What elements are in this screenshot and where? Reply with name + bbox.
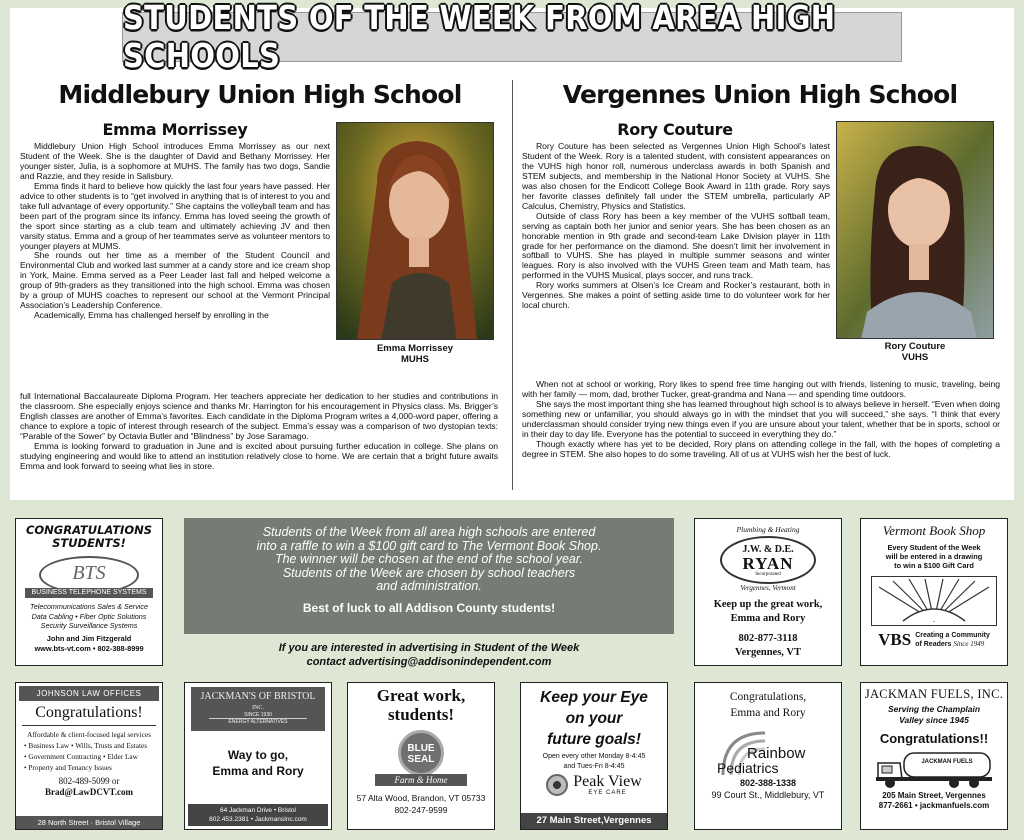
ryan-name2: RYAN (742, 554, 794, 573)
jackmans-logo-name: JACKMAN'S OF BRISTOL (200, 691, 316, 702)
jackman-fuels-tag: Serving the Champlain (887, 704, 981, 714)
paragraph: Rory works summers at Olsen’s Ice Cream and Rocker’s restaurant, both in Vergennes. She makes a point of setting aside time to do volunteer work for her local church. (522, 280, 830, 311)
jackmans-sub: ENERGY ALTERNATIVES (209, 718, 307, 726)
peak-view-hours: Open every other Monday 8-4:45 (542, 753, 646, 760)
rory-caption (836, 341, 994, 363)
paragraph: She says the most important thing she has learned throughout high school is to always believe in herself. “Even when doing something new or unfamiliar, you should always go in with the mindset that you will succeed,” she says. “I think that every underclassman should consider trying new things even if you are unsure about your talent, whether that be in sports, school or in their day to day life. Everyone has the potential to succeed in everything they do.” (522, 398, 1000, 439)
ad-line: Emma and Rory (730, 613, 806, 624)
ad-headline: future goals! (547, 731, 641, 748)
right-school-heading: Vergennes Union High School (562, 80, 958, 109)
johnson-tagline: Affordable & client-focused legal services (27, 730, 151, 739)
peak-view-logo: Peak View (573, 773, 642, 790)
ad-headline: Keep your Eye (540, 689, 648, 706)
paragraph: Outside of class Rory has been a key member of the VUHS softball team, serving as captain both her junior and senior years. She has been chosen as an honorable mention in 9th grade and second-team Lake Division player in 11th grade for her performance on the diamond. She doesn’t limit her involvement in softball to VUHS. She has played in multiple summer seasons and winter leagues. Rory is also involved with the VUHS Green team and Math team, has performed in the VUHS Musical, plays soccer, and runs track. (522, 210, 830, 281)
jackmans-bristol-ad (184, 682, 332, 830)
johnson-item: • Government Contracting • Elder Law (24, 752, 138, 761)
paragraph: Rory Couture has been selected as Vergennes Union High School’s latest Student of the Week. Rory is a talented student, with consistent appearances on the VUHS high honor roll, numerous underclass awards in both Spanish and STEM subjects, and membership in the National Honor Society at VUHS. She was also chosen for the Endicott College Book Award in 11th grade. Rory says her favorite classes definitely fall under the STEM umbrella, particularly AP Calculus, Chemistry, Physics and Statistics. (522, 141, 830, 211)
johnson-item: • Property and Tenancy Issues (24, 763, 112, 772)
ad-line: Emma and Rory (212, 764, 304, 778)
vbs-line: will be entered in a drawing (885, 552, 983, 561)
vbs-logo: VBS (878, 630, 912, 649)
ryan-arc-top: Plumbing & Heating (736, 525, 800, 534)
paragraph: Emma finds it hard to believe how quickly the last four years have passed. Her advice to other students is to “get involved in anything that is of interest to you and take full advantage of every opportunity.” She captains the volleyball team and has been part of the program since its infancy. Emma has loved seeing the growth of the sport since starting as a club team and ultimately achieving JV and then varsity status. Emma and a group of her teammates serve as volunteer mentors to younger players at MUMS. (20, 180, 330, 251)
ryan-arc-bottom: Vergennes, Vermont (740, 584, 796, 592)
blue-seal-address: 57 Alta Wood, Brandon, VT 05733 (356, 793, 486, 803)
rainbow-logo-name: Rainbow (747, 745, 806, 762)
rainbow-pediatrics-ad (694, 682, 842, 830)
ad-line: Keep up the great work, (713, 599, 823, 610)
ryan-logo (720, 536, 816, 584)
advert-line: If you are interested in advertising in Student of the Week (278, 642, 580, 654)
right-article-text-wide (522, 380, 1000, 460)
ad-headline: on your (565, 710, 623, 727)
advertising-email: contact advertising@addisonindependent.com (306, 656, 552, 668)
raffle-line: Students of the Week from all area high schools are entered (262, 525, 596, 539)
blue-seal-phone: 802-247-9599 (394, 805, 448, 815)
best-luck: Best of luck to all Addison County students! (302, 600, 556, 615)
paragraph: Academically, Emma has challenged herself by enrolling in the (34, 310, 269, 321)
eye-icon (546, 774, 568, 796)
ryan-town: Vergennes, VT (735, 647, 801, 658)
rainbow-logo (695, 725, 841, 775)
ryan-name1: J.W. & D.E. (742, 544, 794, 555)
johnson-email: Brad@LawDCVT.com (45, 787, 133, 797)
paragraph: She rounds out her time as a member of the Student Council and Environmental Club and worked last summer at a candy store and ice cream shop in York, Maine. Emma served as a Peer Leader last fall and helped welcome a group of 9th-graders as they transitioned into the high school. Emma was chosen by a group of MUHS coaches to represent our school at the Vermont Principal Association’s Leadership Conference. (20, 250, 330, 311)
vbs-ad (860, 518, 1008, 666)
johnson-header: JOHNSON LAW OFFICES (19, 686, 159, 701)
jackmans-since: SINCE 1930 (244, 712, 272, 718)
ad-headline: students! (387, 705, 455, 724)
advertising-note (184, 641, 674, 669)
jackman-fuels-title: JACKMAN FUELS, INC. (864, 687, 1004, 701)
jackman-fuels-contact: 877-2661 • jackmanfuels.com (878, 801, 990, 810)
paragraph: full International Baccalaureate Diploma Program. Her teachers appreciate her dedication to her studies and contributions in the classroom. She especially enjoys science and thanks Mr. Harrington for his encouragement in Physics class. Ms. Brigger’s English classes are another of Emma’s favorites. Each candidate in the Diploma Program writes a 4,000-word paper, offering a chance to explore a topic of interest through research of the subject. Emma’s essay was a comparison of two dystopian texts: “Parable of the Sower” by Octavia Butler and “Blindness” by Jose Saramago. (20, 391, 498, 441)
left-article-text (20, 142, 330, 321)
ryan-inc: Incorporated (755, 572, 781, 577)
ad-line: Congratulations, (729, 691, 807, 703)
johnson-item: • Business Law • Wills, Trusts and Estates (24, 741, 148, 750)
vbs-title: Vermont Book Shop (882, 523, 986, 538)
jackmans-logo (191, 687, 325, 731)
peak-view-ad (520, 682, 668, 830)
caption-school: MUHS (401, 354, 429, 365)
truck-label: JACKMAN FUELS (921, 759, 973, 765)
service-line: Data Cabling • Fiber Optic Solutions (31, 611, 147, 621)
bts-company: BUSINESS TELEPHONE SYSTEMS (25, 588, 153, 598)
raffle-line: into a raffle to win a $100 gift card to The Vermont Book Shop. (256, 538, 602, 553)
paragraph: When not at school or working, Rory likes to spend free time hanging out with friends, listening to music, traveling, being with her family — mom, dad, brother Tucker, great-grandma and Nana — and spending time outdoors. (522, 379, 1000, 399)
ad-line: Way to go, (227, 748, 289, 762)
jackmans-footer: 802.453.2381 • JackmansInc.com (209, 816, 307, 823)
service-line: Security Surveillance Systems (40, 621, 138, 630)
ryan-ad (694, 518, 842, 666)
vbs-tag: of Readers (915, 640, 952, 648)
seal-text: BLUE (407, 743, 435, 754)
jackmans-logo-inc: INC. (252, 705, 264, 711)
ad-headline: Great work, (376, 686, 466, 705)
left-student-name: Emma Morrissey (102, 120, 248, 139)
right-student-name: Rory Couture (617, 120, 733, 139)
service-line: Telecommunications Sales & Service (30, 602, 148, 611)
emma-caption (336, 343, 494, 365)
peak-view-footer: 27 Main Street,Vergennes (521, 813, 667, 829)
blue-seal-ribbon: Farm & Home (375, 774, 467, 786)
rainbow-phone: 802-388-1338 (739, 778, 797, 788)
johnson-law-ad (15, 682, 163, 830)
bts-ad (15, 518, 163, 666)
left-article-text-wide (20, 392, 498, 472)
paragraph: Middlebury Union High School introduces Emma Morrissey as our next Student of the Week. She is the daughter of David and Bethany Morrissey. Her younger sister, Julia, is a sophomore at MUHS. The family has two dogs, Sandie and Razzie, and they reside in Salisbury. (20, 141, 330, 181)
left-school-heading: Middlebury Union High School (58, 80, 462, 109)
peak-view-sub: EYE CARE (588, 790, 627, 796)
ad-line: Emma and Rory (730, 707, 806, 719)
peak-view-hours: and Tues-Fri 8-4:45 (563, 763, 625, 770)
fuel-truck-icon (874, 749, 994, 789)
vbs-line: Every Student of the Week (887, 543, 981, 552)
blue-seal-logo (398, 730, 444, 776)
paragraph: Though exactly where has yet to be decided, Rory plans on attending college in the fall, with the hopes of completing a degree in STEM. She also hopes to do some traveling. All of us at VUHS wish her the best of luck. (522, 438, 1000, 459)
blue-seal-ad (347, 682, 495, 830)
page-banner (122, 0, 902, 76)
seal-text: SEAL (407, 754, 435, 765)
raffle-line: and administration. (376, 579, 482, 593)
ryan-phone: 802-877-3118 (738, 633, 798, 644)
raffle-line: Students of the Week are chosen by school teachers (282, 565, 576, 580)
johnson-phone: 802-489-5099 or (58, 776, 120, 786)
ad-headline: CONGRATULATIONS (25, 523, 153, 537)
ad-headline: STUDENTS! (52, 536, 126, 550)
caption-school: VUHS (901, 352, 929, 363)
jackman-fuels-address: 205 Main Street, Vergennes (882, 791, 986, 800)
caption-name: Rory Couture (884, 341, 946, 352)
raffle-box (184, 518, 674, 634)
bts-logo-text: BTS (72, 562, 106, 584)
jackman-fuels-tag: Valley since 1945 (899, 715, 969, 725)
raffle-line: The winner will be chosen at the end of the school year. (274, 552, 584, 566)
column-divider (512, 80, 513, 490)
rory-photo (836, 121, 994, 339)
caption-name: Emma Morrissey (376, 343, 454, 354)
emma-photo (336, 122, 494, 340)
johnson-congrats: Congratulations! (35, 704, 143, 721)
johnson-footer: 28 North Street · Bristol Village (16, 816, 162, 829)
sunburst-icon (871, 576, 997, 626)
right-article-text (522, 142, 830, 311)
rainbow-address: 99 Court St., Middlebury, VT (711, 790, 825, 800)
vbs-since: Since 1949 (953, 639, 985, 648)
jackman-fuels-congrats: Congratulations!! (879, 731, 989, 746)
rainbow-logo-sub: Pediatrics (717, 760, 779, 776)
bts-names: John and Jim Fitzgerald (46, 633, 132, 643)
jackman-fuels-ad (860, 682, 1008, 830)
bts-contact: www.bts-vt.com • 802-388-8999 (34, 643, 144, 653)
vbs-tag: Creating a Community (915, 631, 990, 639)
banner-title: STUDENTS OF THE WEEK FROM AREA HIGH SCHOOLS (123, 0, 836, 76)
vbs-line: to win a $100 Gift Card (894, 561, 974, 570)
jackmans-footer: 64 Jackman Drive • Bristol (220, 807, 296, 814)
paragraph: Emma is looking forward to graduation in June and is excited about pursuing further education in college. She plans on studying engineering and would like to attend an institution relatively close to home. We are certain that a bright future awaits Emma and look forward to seeing what lies in store. (20, 440, 498, 471)
